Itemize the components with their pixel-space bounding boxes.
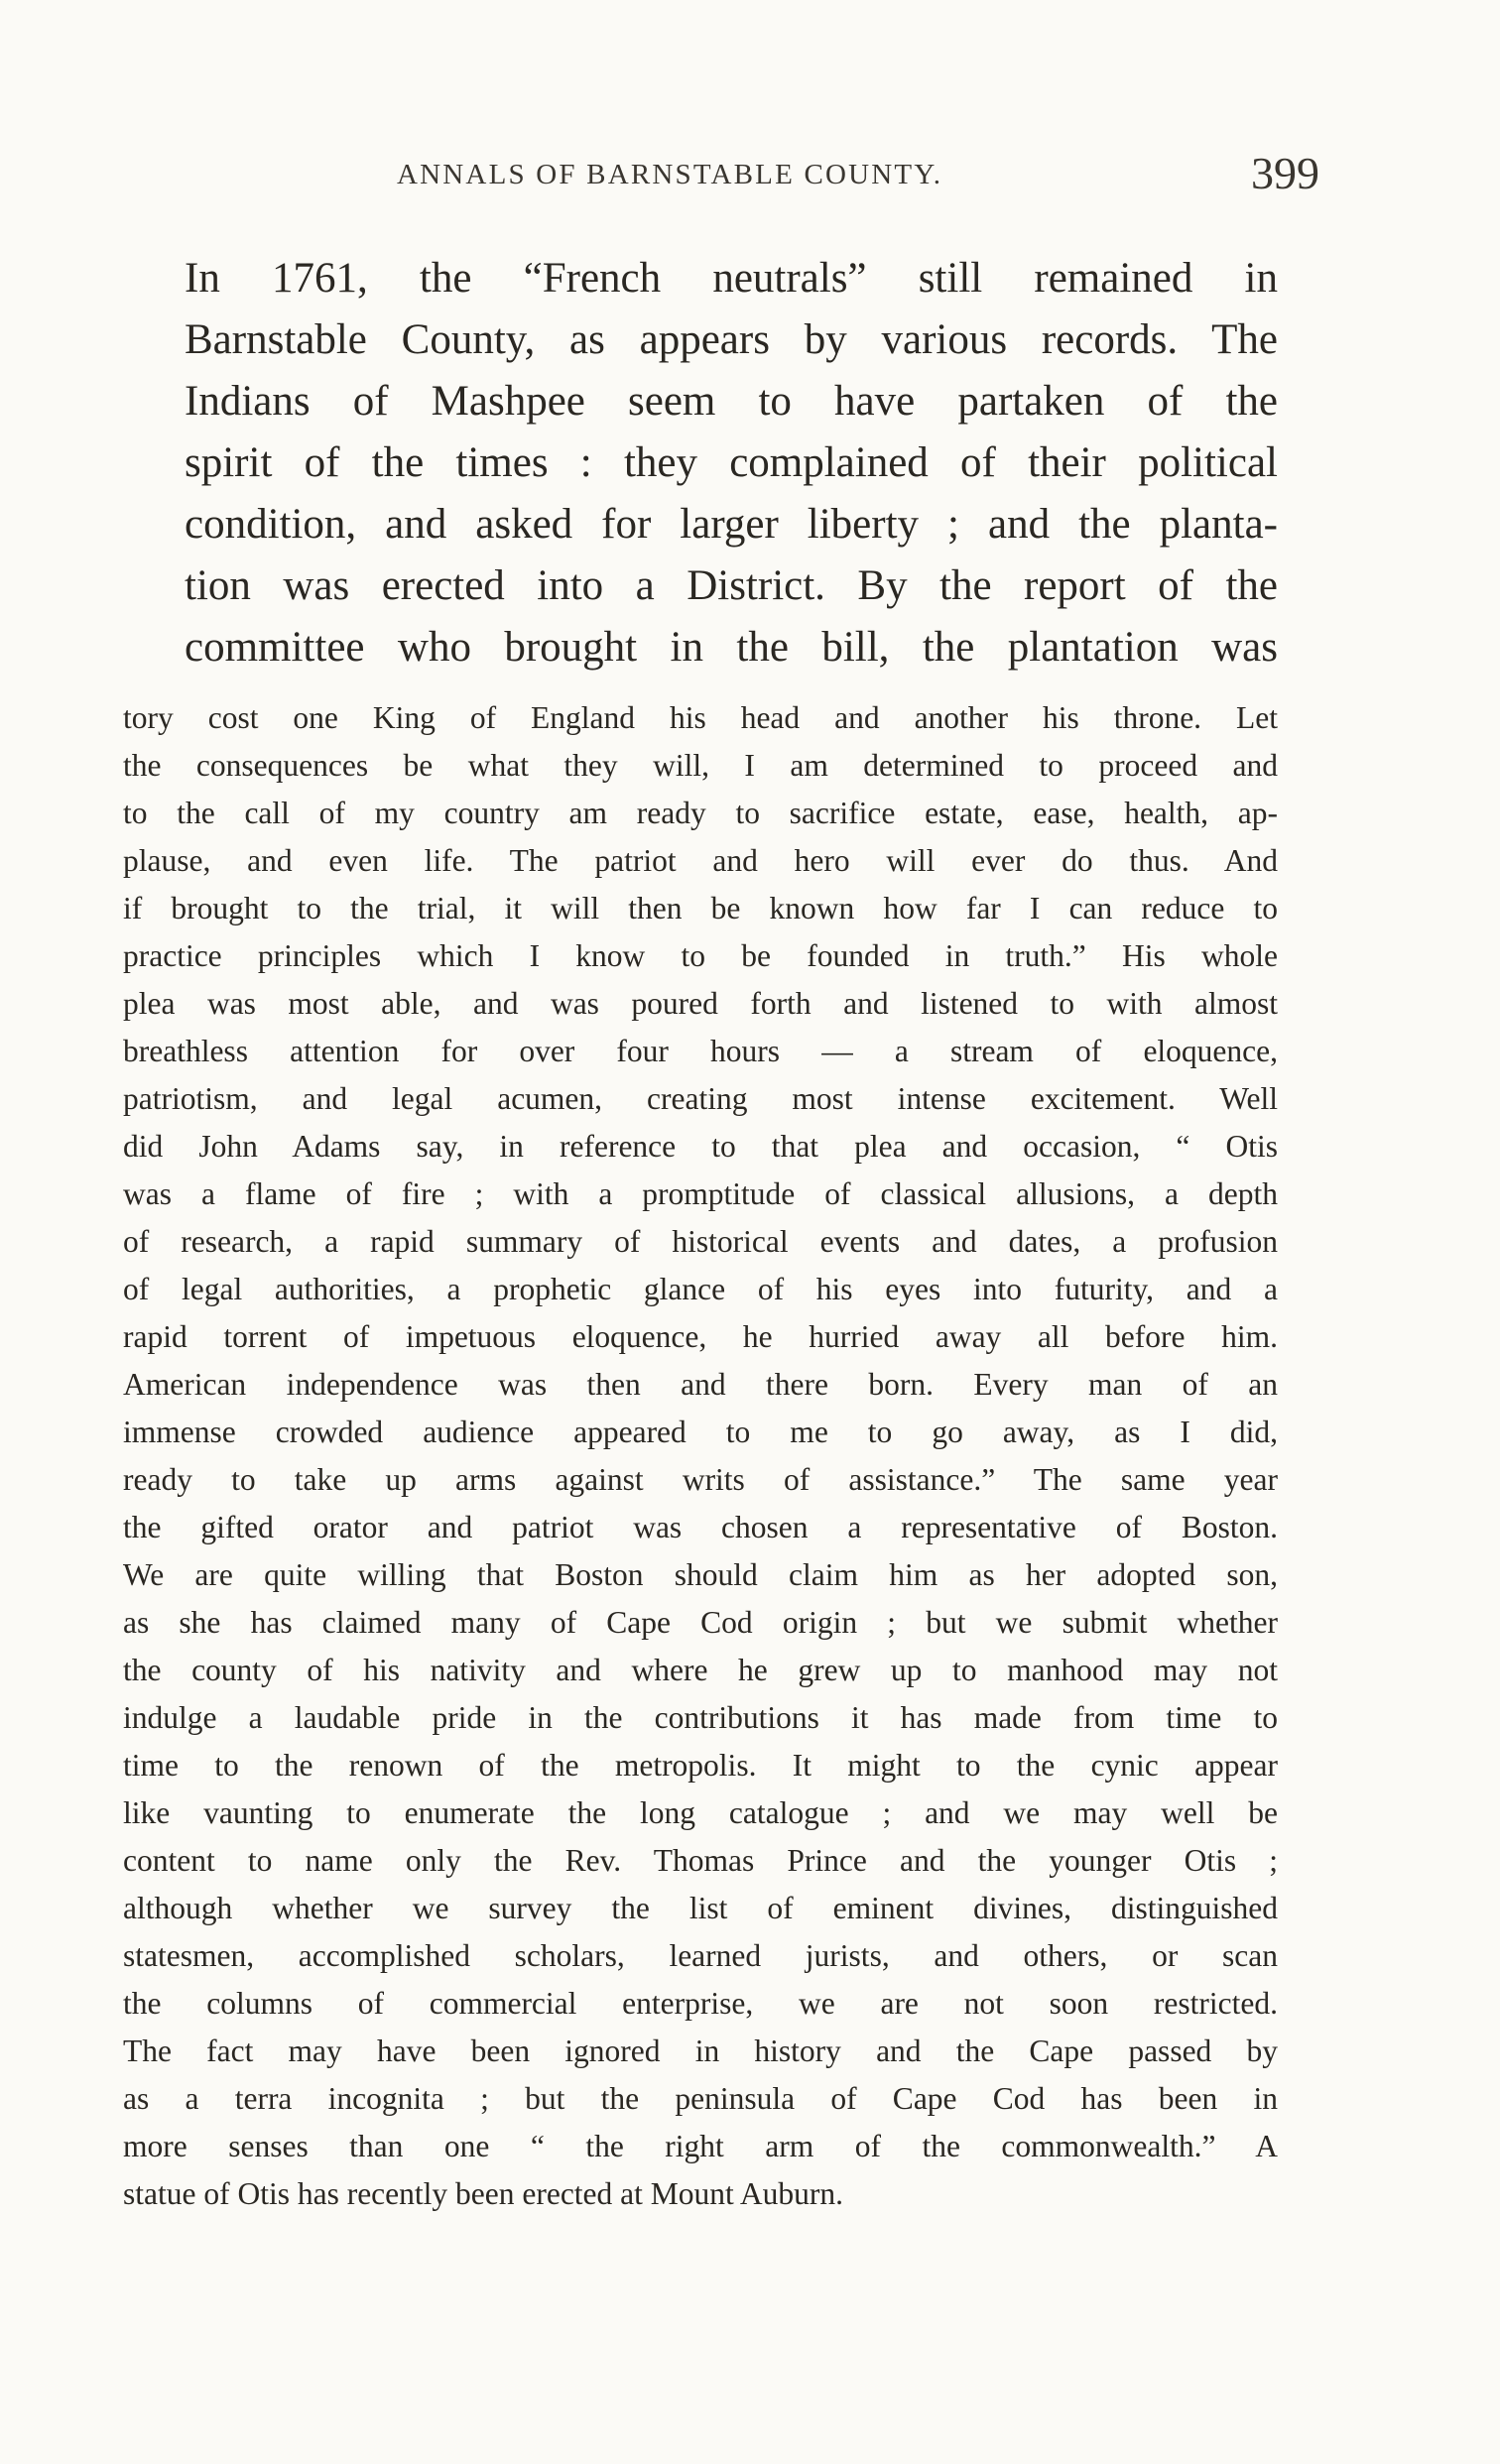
lead-paragraph bbox=[185, 248, 1278, 678]
body-line: content to name only the Rev. Thomas Prince and the younger Otis ; bbox=[123, 1843, 1278, 1878]
body-line: tory cost one King of England his head and another his throne. Let bbox=[123, 700, 1278, 735]
body-line: of legal authorities, a prophetic glance of his eyes into futurity, and a bbox=[123, 1272, 1278, 1306]
body-line: American independence was then and there born. Every man of an bbox=[123, 1367, 1278, 1402]
body-line: the county of his nativity and where he grew up to manhood may not bbox=[123, 1653, 1278, 1687]
lead-line: In 1761, the “French neutrals” still remained in bbox=[185, 255, 1278, 302]
body-line: plause, and even life. The patriot and hero will ever do thus. And bbox=[123, 843, 1278, 878]
body-line: the columns of commercial enterprise, we are not soon restricted. bbox=[123, 1986, 1278, 2021]
body-line: time to the renown of the metropolis. It might to the cynic appear bbox=[123, 1748, 1278, 1783]
body-line: as a terra incognita ; but the peninsula of Cape Cod has been in bbox=[123, 2081, 1278, 2116]
body-line: ready to take up arms against writs of assistance.” The same year bbox=[123, 1462, 1278, 1497]
page-header bbox=[397, 147, 1319, 206]
small-print-paragraph bbox=[123, 694, 1278, 2218]
body-line: the consequences be what they will, I am determined to proceed and bbox=[123, 748, 1278, 783]
body-line: statue of Otis has recently been erected at Mount Auburn. bbox=[123, 2176, 844, 2211]
body-line: We are quite willing that Boston should claim him as her adopted son, bbox=[123, 1557, 1278, 1592]
lead-line: Barnstable County, as appears by various records. The bbox=[185, 316, 1278, 363]
body-line: the gifted orator and patriot was chosen a representative of Boston. bbox=[123, 1510, 1278, 1544]
body-line: if brought to the trial, it will then be known how far I can reduce to bbox=[123, 891, 1278, 925]
lead-line: committee who brought in the bill, the plantation was bbox=[185, 624, 1278, 671]
lead-line: tion was erected into a District. By the report of the bbox=[185, 562, 1278, 609]
body-line: plea was most able, and was poured forth and listened to with almost bbox=[123, 986, 1278, 1021]
body-line: statesmen, accomplished scholars, learned jurists, and others, or scan bbox=[123, 1938, 1278, 1973]
body-line: was a flame of fire ; with a promptitude of classical allusions, a depth bbox=[123, 1176, 1278, 1211]
body-line: did John Adams say, in reference to that plea and occasion, “ Otis bbox=[123, 1129, 1278, 1164]
body-line: The fact may have been ignored in history and the Cape passed by bbox=[123, 2033, 1278, 2068]
body-line: practice principles which I know to be founded in truth.” His whole bbox=[123, 938, 1278, 973]
running-head: ANNALS OF BARNSTABLE COUNTY. bbox=[397, 159, 943, 190]
body-line: indulge a laudable pride in the contributions it has made from time to bbox=[123, 1700, 1278, 1735]
body-line: more senses than one “ the right arm of the commonwealth.” A bbox=[123, 2129, 1278, 2163]
page-number: 399 bbox=[1251, 148, 1319, 198]
body-line: to the call of my country am ready to sacrifice estate, ease, health, ap- bbox=[123, 796, 1278, 830]
body-line: like vaunting to enumerate the long catalogue ; and we may well be bbox=[123, 1795, 1278, 1830]
body-line: of research, a rapid summary of historical events and dates, a profusion bbox=[123, 1224, 1278, 1259]
body-line: breathless attention for over four hours — a stream of eloquence, bbox=[123, 1034, 1278, 1068]
body-line: although whether we survey the list of eminent divines, distinguished bbox=[123, 1891, 1278, 1925]
lead-line: condition, and asked for larger liberty ; and the planta- bbox=[185, 501, 1278, 548]
body-line: immense crowded audience appeared to me to go away, as I did, bbox=[123, 1415, 1278, 1449]
body-line: as she has claimed many of Cape Cod origin ; but we submit whether bbox=[123, 1605, 1278, 1640]
body-line: patriotism, and legal acumen, creating most intense excitement. Well bbox=[123, 1081, 1278, 1116]
body-line: rapid torrent of impetuous eloquence, he hurried away all before him. bbox=[123, 1319, 1278, 1354]
lead-line: spirit of the times : they complained of their political bbox=[185, 439, 1278, 486]
lead-line: Indians of Mashpee seem to have partaken of the bbox=[185, 378, 1278, 425]
